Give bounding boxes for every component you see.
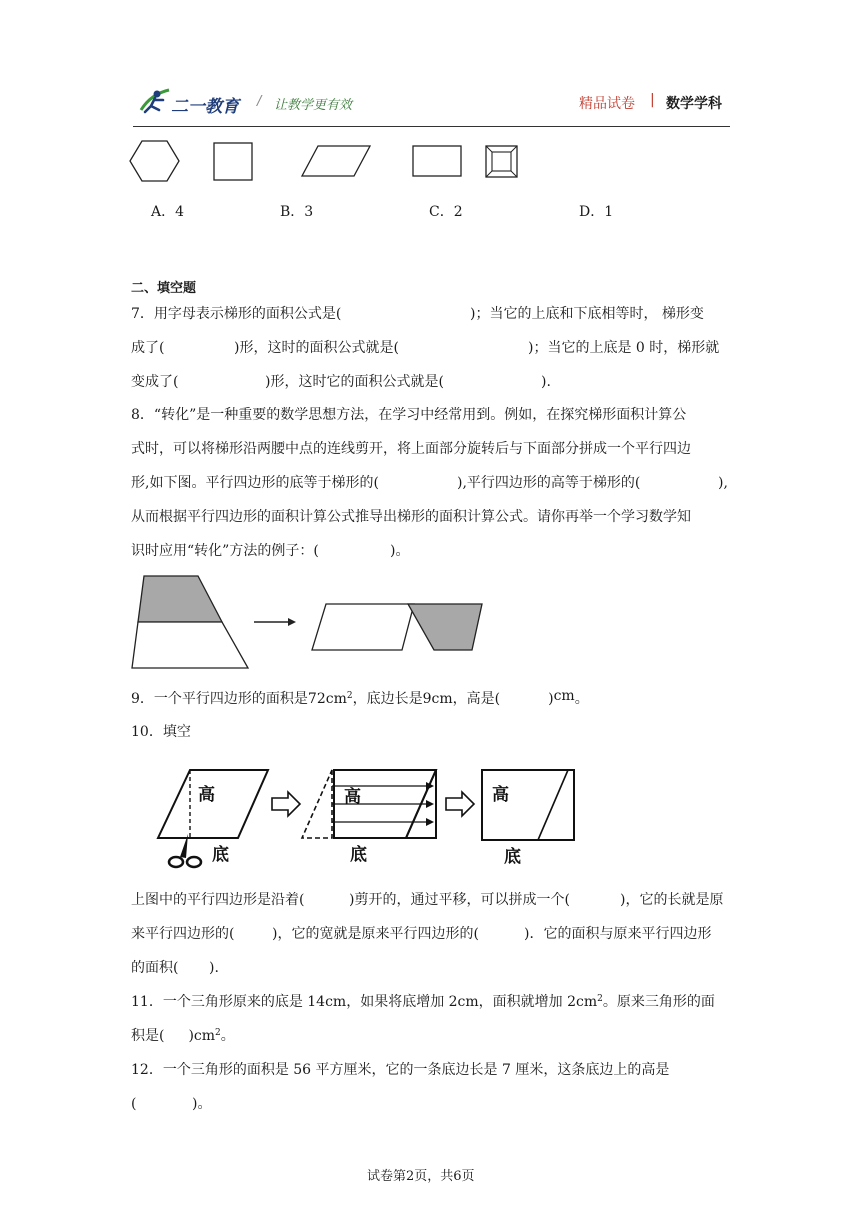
parallelogram-cut-figure bbox=[150, 762, 580, 872]
trapezoid-transform-figure bbox=[128, 572, 488, 672]
hexagon-shape bbox=[130, 141, 179, 181]
option-d: D．1 bbox=[579, 204, 614, 220]
base-label-2: 底 bbox=[350, 845, 367, 865]
height-label: 高 bbox=[198, 785, 215, 805]
option-c: C．2 bbox=[429, 204, 463, 220]
frame-shape bbox=[486, 146, 517, 177]
arrow-icon bbox=[254, 618, 296, 626]
square-shape bbox=[214, 143, 252, 180]
question-10-title: 10．填空 bbox=[131, 724, 191, 740]
header-label: 精品试卷 bbox=[579, 96, 635, 112]
base-label-3: 底 bbox=[504, 847, 521, 867]
trapezoid-bottom-half bbox=[132, 622, 248, 668]
page-footer: 试卷第2页，共6页 bbox=[367, 1169, 475, 1184]
logo-runner-icon bbox=[137, 86, 173, 116]
q6-shapes-figure bbox=[125, 138, 525, 186]
height-label-2: 高 bbox=[344, 787, 361, 807]
header-subject: 数学学科 bbox=[666, 96, 722, 112]
parallelogram-white bbox=[312, 604, 414, 650]
header-slash: / bbox=[257, 94, 262, 109]
header-separator: | bbox=[650, 92, 655, 108]
logo-text: 二一教育 bbox=[171, 97, 239, 117]
rectangle-seam bbox=[538, 770, 568, 840]
rectangle-result bbox=[482, 770, 574, 840]
base-label: 底 bbox=[212, 845, 229, 865]
cut-triangle-dashed bbox=[302, 770, 332, 838]
question-9: 9．一个平行四边形的面积是$72cm^2$，底边长是9cm，高是( )cm。 bbox=[131, 688, 589, 707]
header bbox=[133, 86, 730, 122]
parallelogram-shape bbox=[302, 146, 370, 176]
option-b: B．3 bbox=[280, 204, 314, 220]
parallelogram-gray bbox=[408, 604, 482, 650]
header-divider bbox=[133, 126, 730, 127]
rectangle-shape bbox=[413, 146, 461, 176]
section-title: 二、填空题 bbox=[131, 281, 197, 296]
header-slogan: 让教学更有效 bbox=[274, 98, 353, 113]
trapezoid-top-half bbox=[138, 576, 222, 622]
arrow-right-icon-2 bbox=[446, 792, 474, 816]
arrow-right-icon bbox=[272, 792, 300, 816]
height-label-3: 高 bbox=[492, 785, 509, 805]
option-a: A．4 bbox=[151, 204, 185, 220]
